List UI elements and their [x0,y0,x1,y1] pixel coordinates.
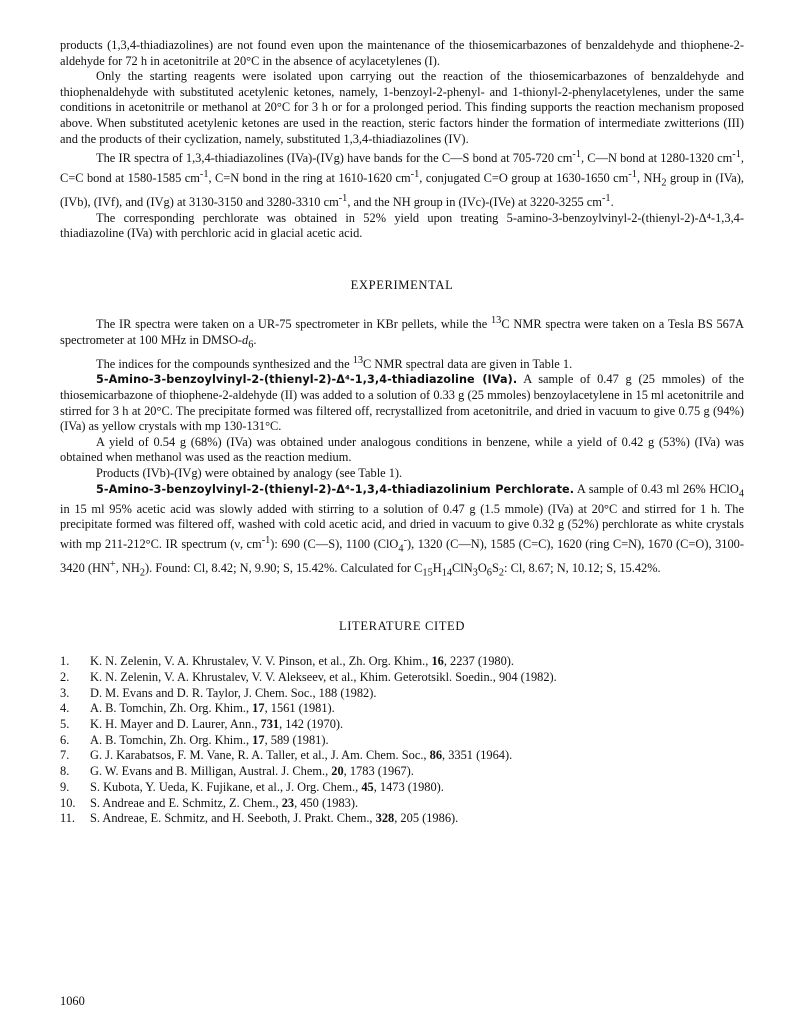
reference-item [60,654,744,670]
reference-authors-source: A. B. Tomchin, Zh. Org. Khim., [90,732,253,747]
ir-text-5: , conjugated C=O group at 1630-1650 cm [419,171,629,185]
reference-authors-source: G. J. Karabatsos, F. M. Vane, R. A. Taller, et al., J. Am. Chem. Soc., [90,748,430,763]
reference-item [60,670,744,686]
reference-volume: 45 [361,779,374,794]
p6-sub-clo4: 4 [398,543,404,555]
reference-authors-source: K. H. Mayer and D. Laurer, Ann., [90,717,261,732]
formula-o: O [477,561,487,576]
literature-cited-heading: LITERATURE CITED [338,619,466,634]
reference-authors-source: S. Kubota, Y. Ueda, K. Fujikane, et al., J. Org. Chem., [90,779,362,794]
reference-volume: 20 [331,764,344,779]
reference-number: 11. [60,811,76,826]
ir-spectra-paragraph [60,147,744,211]
ir-sub-nh2: 2 [661,177,667,189]
reference-authors-source: K. N. Zelenin, V. A. Khrustalev, V. V. Pinson, et al., Zh. Org. Khim., [90,654,432,669]
reference-text [90,780,444,796]
ir-sup-7: -1 [601,193,611,205]
synthesis-iva-title: 5-Amino-3-benzoylvinyl-2-(thienyl-2)-Δ⁴-1,3,4-thiadiazoline (IVa). [96,373,518,387]
reference-item [60,811,744,827]
reference-text [90,733,329,749]
reference-pages-year: , 589 (1981). [264,732,329,747]
reference-item [60,686,744,702]
reference-pages-year: , 1561 (1981). [264,701,335,716]
ir-sup-2: -1 [732,149,741,161]
ir-text-7: group in (IVa), (IVb), (IVf), and (IVg) at 3130-3150 and 3280-3310 cm [60,171,745,210]
reference-text [90,670,557,686]
exp-p2-text-1: The indices for the compounds synthesized and the [96,356,353,371]
formula-h-sub: 14 [441,567,453,579]
ir-text-4: , C=N bond in the ring at 1610-1620 cm [208,171,411,185]
reference-text [90,701,335,717]
p6-sup-m1: -1 [261,534,271,546]
reference-item [60,701,744,717]
formula-s-sub: 2 [498,567,505,579]
yield-paragraph: A yield of 0.54 g (68%) (IVa) was obtained under analogous conditions in benzene, while a yield of 0.42 g (53%) (IVa) was obtained when methanol was used as the reaction medium. [60,434,744,465]
exp-p1-text-1: The IR spectra were taken on a UR-75 spectrometer in KBr pellets, while the [96,317,492,332]
p6-text-3: ): 690 (C—S), 1100 (ClO [270,537,399,551]
reference-number: 5. [60,717,70,732]
ir-sup-5: -1 [628,168,637,180]
reference-volume: 16 [431,654,444,669]
exp-p1-sup-13: 13 [491,314,502,326]
exp-p2-text-2: C NMR spectral data are given in Table 1. [363,356,573,371]
formula-n-sub: 3 [472,567,478,579]
intro-paragraph-continued: products (1,3,4-thiadiazolines) are not found even upon the maintenance of the thiosemicarbazones of benzaldehyde and thiophene-2-aldehyde for 72 h in acetonitrile at 20°C in the absence of acylacetylenes (I). [60,38,744,68]
exp-p1-text-3: . [253,332,257,347]
reference-text [90,748,512,764]
reference-list [60,654,744,827]
reference-item [60,733,744,749]
reference-number: 7. [60,748,70,763]
reference-number: 1. [60,654,70,669]
formula-c-sub: 15 [422,567,433,579]
p6-sup-plus: + [109,559,116,571]
p6-sup-minus: - [403,534,408,546]
intro-paragraph-acetylenic-ketones: Only the starting reagents were isolated upon carrying out the reaction of the thiosemicarbazones of benzaldehyde and thiophenaldehyde with substituted acetylenic ketones, namely, 1-benzoyl-2-phenyl- and 1-thionyl-2-phenylacetylenes, under the same conditions in acetonitrile or methanol at 20°C for 3 h or for a prolonged period. This finding supports the reaction mechanism proposed above. When substituted acetylenic ketones are used in the reaction, steric factors hinder the formation of intermediate zwitterions (III) and the products of their cyclization, namely, substituted 1,3,4-thiadiazolines (IV). [60,69,744,146]
reference-authors-source: G. W. Evans and B. Milligan, Austral. J. Chem., [90,764,332,779]
exp-p1-d6: d [242,332,249,347]
ir-text-8: , and the NH group in (IVc)-(IVe) at 3220-3255 cm [347,195,602,210]
reference-pages-year: , 450 (1983). [294,795,359,810]
p6-sub-nh2: 2 [139,567,145,579]
p6-text-2: in 15 ml 95% acetic acid was slowly added with stirring to a solution of 0.47 g (1.5 mmole) (IVa) at 20°C and stirred for 1 h. The precipitate formed was filtered off, washed with cold acetic acid, and dried in vacuum to give 0.32 g (52%) perchlorate as white crystals with mp 211-212°C. IR spectrum (ν, cm [60,501,744,551]
ir-text-6: , NH [636,171,662,185]
reference-number: 9. [60,779,70,794]
ir-sup-3: -1 [199,168,209,180]
reference-number: 2. [60,669,70,684]
ir-text-9: . [610,195,614,210]
reference-item [60,717,744,733]
reference-volume: 17 [252,732,265,747]
reference-pages-year: , 205 (1986). [394,811,459,826]
exp-p1-d6-sub: 6 [248,339,254,351]
ir-sup-4: -1 [410,168,420,180]
reference-text [90,796,358,812]
synthesis-iva-text: A sample of 0.47 g (25 mmoles) of the thiosemicarbazone of thiophene-2-aldehyde (II) was added to a solution of 0.33 g (25 mmoles) benzoylacetylene in 15 ml acetonitrile and stirred for 3 h at 20°C. The precipitate formed was filtered off, recrystallized from acetonitrile, and dried in vacuum to give 0.75 g (94%) (IVa) as yellow crystals with mp 130-131°C. [60,372,744,434]
reference-pages-year: , 1783 (1967). [343,764,414,779]
reference-volume: 86 [429,748,443,763]
reference-text [90,686,376,702]
reference-pages-year: , 2237 (1980). [443,654,515,669]
reference-number: 8. [60,764,70,779]
reference-authors-source: K. N. Zelenin, V. A. Khrustalev, V. V. Alekseev, et al., Khim. Geterotsikl. Soedin., 904 (1982). [90,669,557,684]
reference-number: 3. [60,685,70,700]
experimental-heading: EXPERIMENTAL [350,277,454,292]
reference-number: 6. [60,732,70,747]
reference-authors-source: D. M. Evans and D. R. Taylor, J. Chem. Soc., 188 (1982). [90,685,377,700]
reference-item [60,796,744,812]
reference-text [90,764,414,780]
p6-text-5: , NH [115,561,140,576]
p6-text-7: : Cl, 8.67; N, 10.12; S, 15.42%. [504,561,661,576]
reference-authors-source: S. Andreae, E. Schmitz, and H. Seeboth, J. Prakt. Chem., [90,811,376,826]
p6-text-6: ). Found: Cl, 8.42; N, 9.90; S, 15.42%. Calculated for C [145,561,423,576]
reference-volume: 328 [375,811,395,826]
reference-pages-year: , 1473 (1980). [373,779,444,794]
p6-text-1: A sample of 0.43 ml 26% HClO [574,481,739,496]
p6-sub-hclo4: 4 [738,488,745,500]
experimental-indices-paragraph [60,353,744,373]
reference-number: 4. [60,701,70,716]
formula-cln: ClN [452,561,473,576]
ir-text-1: The IR spectra of 1,3,4-thiadiazolines (IVa)-(IVg) have bands for the C—S bond at 705-720 cm [96,151,573,166]
formula-h: H [432,561,442,576]
reference-authors-source: A. B. Tomchin, Zh. Org. Khim., [90,701,253,716]
article-page [60,38,744,827]
experimental-instruments-paragraph [60,313,744,353]
exp-p1-text-2: C NMR spectra were taken on a Tesla BS 567A spectrometer at 100 MHz in DMSO- [60,317,745,347]
products-analogy-paragraph: Products (IVb)-(IVg) were obtained by analogy (see Table 1). [96,466,403,481]
formula-o-sub: 6 [486,567,492,579]
reference-volume: 17 [252,701,265,716]
reference-text [90,811,458,827]
p6-text-4: ), 1320 (C—N), 1585 (C=C), 1620 (ring C=N), 1670 (C=O), 3100-3420 (HN [60,537,744,576]
reference-volume: 731 [260,717,280,732]
perchlorate-synthesis-paragraph [60,482,744,582]
ir-sup-1: -1 [572,149,581,161]
formula-s: S [491,561,499,576]
reference-text [90,717,343,733]
reference-volume: 23 [281,795,295,810]
perchlorate-synthesis-title: 5-Amino-3-benzoylvinyl-2-(thienyl-2)-Δ⁴-1,3,4-thiadiazolinium Perchlorate. [96,482,575,496]
reference-text [90,654,514,670]
reference-pages-year: , 142 (1970). [279,717,344,732]
reference-item [60,764,744,780]
reference-number: 10. [60,795,76,810]
ir-text-3: , C=C bond at 1580-1585 cm [60,151,744,185]
synthesis-iva-paragraph [60,372,744,434]
exp-p2-sup-13: 13 [352,354,364,366]
reference-item [60,780,744,796]
perchlorate-intro-paragraph: The corresponding perchlorate was obtained in 52% yield upon treating 5-amino-3-benzoylvinyl-2-(thienyl-2)-Δ⁴-1,3,4-thiadiazoline (IVa) with perchloric acid in glacial acetic acid. [60,210,744,241]
reference-authors-source: S. Andreae and E. Schmitz, Z. Chem., [90,795,282,810]
reference-pages-year: , 3351 (1964). [442,748,513,763]
ir-text-2: , C—N bond at 1280-1320 cm [580,151,733,166]
ir-sup-6: -1 [338,193,348,205]
reference-item [60,748,744,764]
page-number: 1060 [60,994,85,1008]
